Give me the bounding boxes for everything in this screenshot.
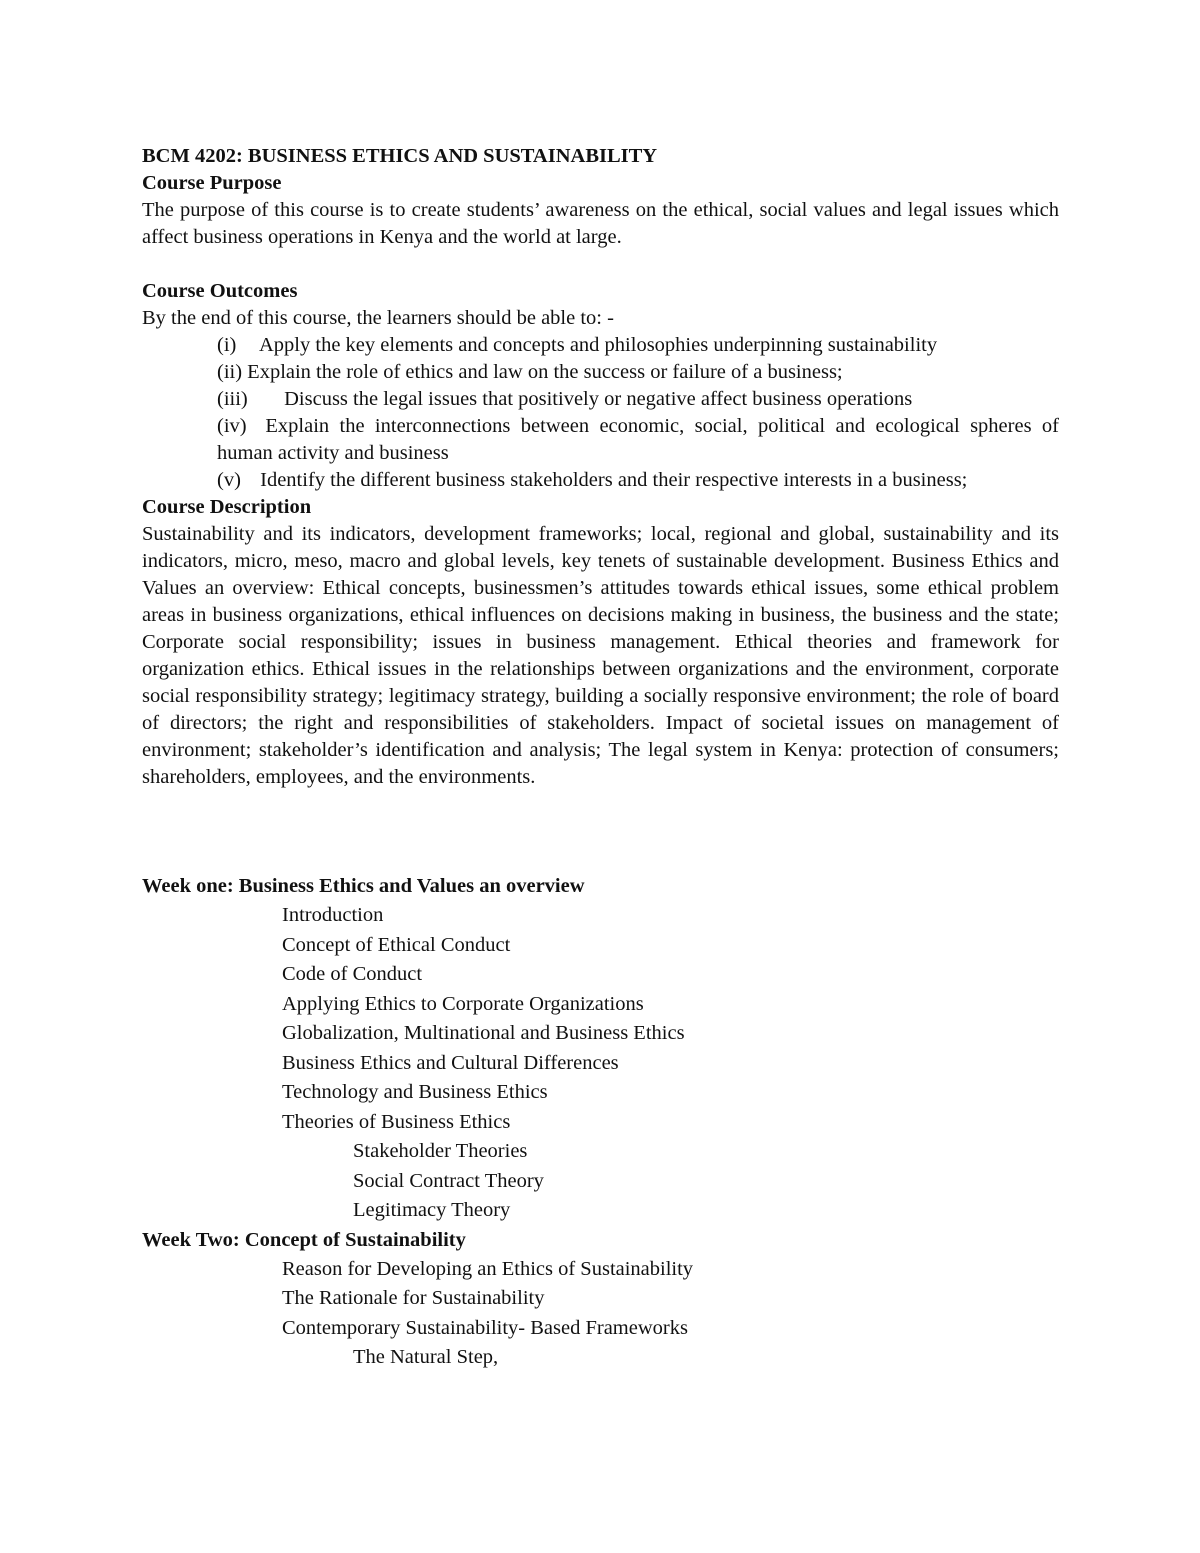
- week-topic: Technology and Business Ethics: [282, 1081, 548, 1103]
- course-title: BCM 4202: BUSINESS ETHICS AND SUSTAINABILITY: [142, 145, 658, 167]
- course-outcomes-intro: By the end of this course, the learners should be able to: -: [142, 307, 614, 329]
- outcome-text: Explain the role of ethics and law on the success or failure of a business;: [247, 361, 843, 383]
- course-purpose-heading: Course Purpose: [142, 172, 282, 194]
- week-topic: Concept of Ethical Conduct: [282, 933, 511, 956]
- outcome-number: (ii): [217, 361, 243, 383]
- spacer: [142, 251, 1059, 278]
- week-topic: Theories of Business Ethics: [282, 1110, 511, 1133]
- outcome-text: Explain the interconnections between economic, social, political and ecological spheres of human activity and business: [217, 415, 1059, 464]
- outcome-text: Apply the key elements and concepts and philosophies underpinning sustainability: [259, 334, 938, 356]
- week-topic: The Rationale for Sustainability: [282, 1287, 545, 1309]
- week-topic: Contemporary Sustainability- Based Frameworks: [282, 1316, 688, 1339]
- outcome-item: [217, 413, 1059, 467]
- outcome-item: [217, 386, 1059, 413]
- week-topic: Applying Ethics to Corporate Organizations: [282, 992, 644, 1015]
- document-content: [142, 143, 1059, 1373]
- outcome-item: [217, 332, 1059, 359]
- outcome-item: [217, 359, 1059, 386]
- week-topic: Reason for Developing an Ethics of Sustainability: [282, 1257, 694, 1280]
- outcome-number: (iv): [217, 415, 247, 437]
- spacer: [142, 791, 1059, 872]
- course-description-heading: Course Description: [142, 496, 312, 518]
- week-topic: Introduction: [282, 904, 384, 926]
- week-topic: Globalization, Multinational and Business Ethics: [282, 1022, 685, 1044]
- week-heading: Week one: Business Ethics and Values an overview: [142, 875, 585, 897]
- week-subtopic: The Natural Step,: [353, 1346, 499, 1368]
- course-outcomes-list: [142, 332, 1059, 494]
- week-topic: Code of Conduct: [282, 963, 423, 985]
- course-description-text: Sustainability and its indicators, development frameworks; local, regional and global, sustainability and its indicators, micro, meso, macro and global levels, key tenets of sustainable development. Business Ethics and Values an overview: Ethical concepts, businessmen’s attitudes towards ethical issues, some ethical problem areas in business organizations, ethical influences on decisions making in business, the business and the state; Corporate social responsibility; issues in business management. Ethical theories and framework for organization ethics. Ethical issues in the relationships between organizations and the environment, corporate social responsibility strategy; legitimacy strategy, building a socially responsive environment; the role of board of directors; the right and responsibilities of stakeholders. Impact of societal issues on management of environment; stakeholder’s identification and analysis; The legal system in Kenya: protection of consumers; shareholders, employees, and the environments.: [142, 523, 1059, 788]
- outcome-item: [217, 467, 1059, 494]
- week-subtopic: Stakeholder Theories: [353, 1140, 528, 1162]
- outcome-number: (i): [217, 334, 237, 356]
- course-purpose-text: The purpose of this course is to create students’ awareness on the ethical, social values and legal issues which affect business operations in Kenya and the world at large.: [142, 199, 1059, 248]
- outcome-text: Discuss the legal issues that positively or negative affect business operations: [284, 388, 913, 410]
- week-heading: Week Two: Concept of Sustainability: [142, 1228, 466, 1251]
- week-subtopic: Legitimacy Theory: [353, 1199, 511, 1221]
- week-topic: Business Ethics and Cultural Differences: [282, 1051, 619, 1074]
- outcome-number: (iii): [217, 388, 248, 410]
- week-subtopic: Social Contract Theory: [353, 1169, 544, 1192]
- course-outcomes-heading: Course Outcomes: [142, 280, 298, 302]
- outcome-text: Identify the different business stakeholders and their respective interests in a business;: [260, 469, 968, 491]
- outcome-number: (v): [217, 469, 241, 491]
